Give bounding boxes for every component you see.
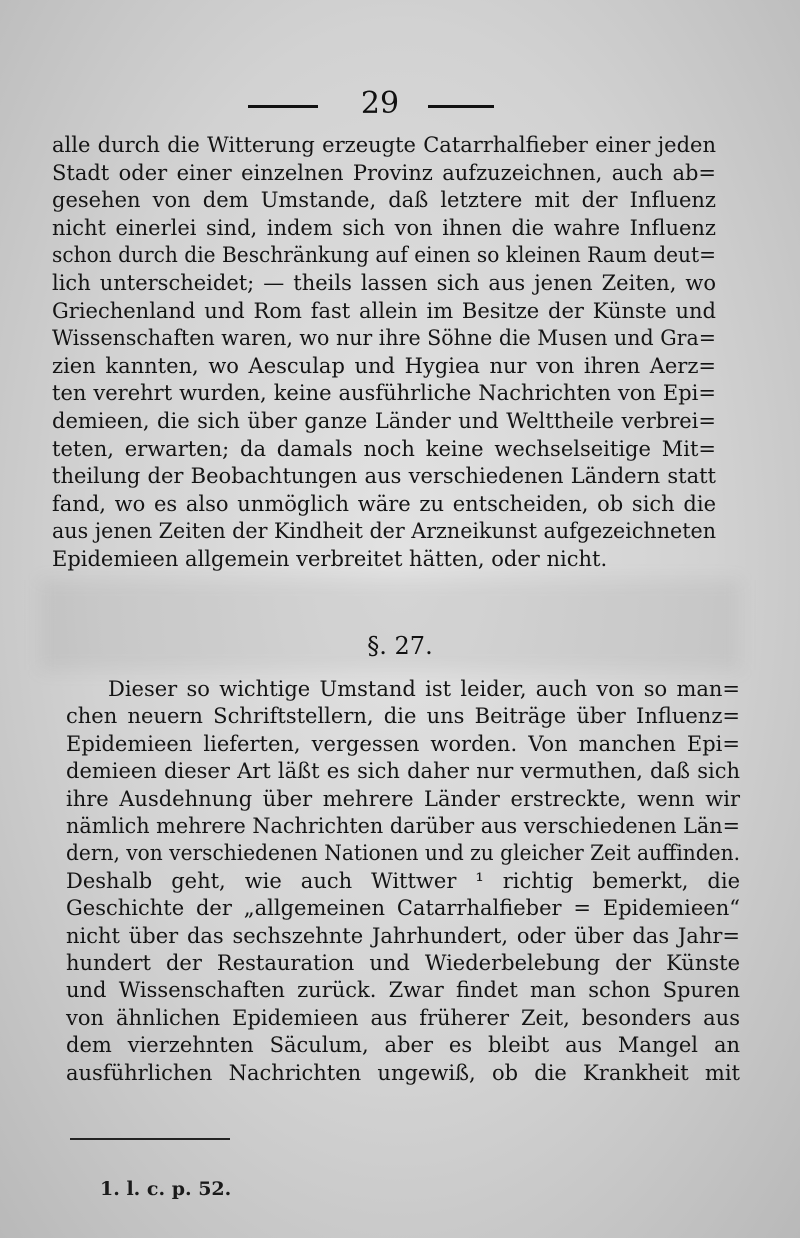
footnote-rule [70, 1138, 230, 1140]
text-line: Deshalb geht, wie auch Wittwer ¹ richtig bemerkt, die [66, 868, 740, 893]
paragraph-2 [66, 676, 740, 1087]
text-line: chen neuern Schriftstellern, die uns Beiträge über Influenz= [66, 704, 740, 729]
text-line: teten, erwarten; da damals noch keine wechselseitige Mit= [52, 436, 716, 461]
text-line: ausführlichen Nachrichten ungewiß, ob die Krankheit mit [66, 1060, 740, 1085]
text-line: von ähnlichen Epidemieen aus früherer Zeit, besonders aus [66, 1005, 740, 1030]
text-line: nämlich mehrere Nachrichten darüber aus verschiedenen Län= [66, 814, 740, 839]
text-line: alle durch die Witterung erzeugte Catarrhalfieber einer jeden [52, 133, 716, 157]
paragraph-1 [52, 132, 716, 574]
text-line: Epidemieen allgemein verbreitet hätten, oder nicht. [52, 546, 608, 571]
text-line: Geschichte der „allgemeinen Catarrhalfieber = Epidemieen“ [66, 896, 740, 921]
text-line: theilung der Beobachtungen aus verschiedenen Ländern statt [52, 464, 716, 489]
text-line: Wissenschaften waren, wo nur ihre Söhne die Musen und Gra= [52, 326, 716, 351]
section-heading: §. 27. [367, 632, 433, 660]
text-line: lich unterscheidet; — theils lassen sich aus jenen Zeiten, wo [52, 270, 716, 295]
text-line: Dieser so wichtige Umstand ist leider, auch von so man= [108, 677, 740, 701]
text-line: aus jenen Zeiten der Kindheit der Arzneikunst aufgezeichneten [52, 519, 716, 544]
page-header [0, 86, 800, 126]
header-rule-right [428, 105, 494, 108]
text-line: dern, von verschiedenen Nationen und zu gleicher Zeit auffinden. [66, 841, 740, 866]
text-line: hundert der Restauration und Wiederbelebung der Künste [66, 951, 740, 976]
text-line: Griechenland und Rom fast allein im Besitze der Künste und [52, 298, 716, 323]
text-line: und Wissenschaften zurück. Zwar findet man schon Spuren [66, 978, 740, 1003]
text-line: schon durch die Beschränkung auf einen so kleinen Raum deut= [52, 243, 716, 268]
text-line: ihre Ausdehnung über mehrere Länder erstreckte, wenn wir [66, 786, 740, 811]
text-line: gesehen von dem Umstande, daß letztere mit der Influenz [52, 188, 716, 213]
text-line: demieen, die sich über ganze Länder und Welttheile verbrei= [52, 408, 716, 433]
text-line: dem vierzehnten Säculum, aber es bleibt aus Mangel an [66, 1033, 740, 1058]
text-line: nicht über das sechszehnte Jahrhundert, oder über das Jahr= [66, 923, 740, 948]
text-line: nicht einerlei sind, indem sich von ihnen die wahre Influenz [52, 215, 716, 240]
text-line: demieen dieser Art läßt es sich daher nur vermuthen, daß sich [66, 759, 740, 784]
text-line: Stadt oder einer einzelnen Provinz aufzuzeichnen, auch ab= [52, 160, 716, 185]
header-rule-left [248, 105, 318, 108]
text-line: zien kannten, wo Aesculap und Hygiea nur von ihren Aerz= [52, 353, 716, 378]
footnote: 1. l. c. p. 52. [100, 1178, 232, 1200]
page-number: 29 [360, 86, 400, 121]
text-line: Epidemieen lieferten, vergessen worden. Von manchen Epi= [66, 731, 740, 756]
text-line: ten verehrt wurden, keine ausführliche Nachrichten von Epi= [52, 381, 716, 406]
text-line: fand, wo es also unmöglich wäre zu entscheiden, ob sich die [52, 491, 716, 516]
